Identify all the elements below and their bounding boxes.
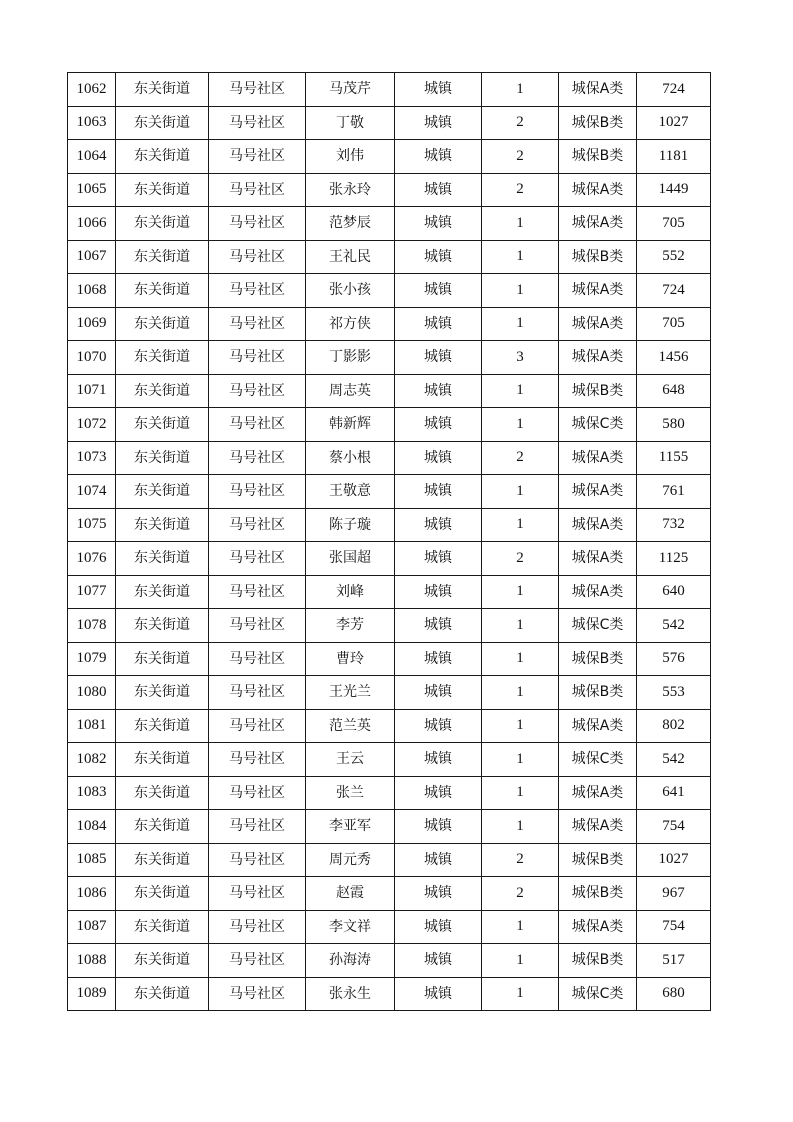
- household-type-cell: 城镇: [395, 910, 482, 944]
- community-cell: 马号社区: [209, 173, 306, 207]
- amount-cell: 1027: [637, 843, 711, 877]
- amount-cell: 680: [637, 977, 711, 1011]
- name-cell: 王敬意: [306, 475, 395, 509]
- name-cell: 李亚军: [306, 810, 395, 844]
- table-row: [68, 408, 711, 442]
- community-cell: 马号社区: [209, 274, 306, 308]
- member-count-cell: 1: [482, 374, 559, 408]
- record-number-cell: 1073: [68, 441, 116, 475]
- name-cell: 赵霞: [306, 877, 395, 911]
- record-number-cell: 1087: [68, 910, 116, 944]
- member-count-cell: 1: [482, 810, 559, 844]
- household-type-cell: 城镇: [395, 642, 482, 676]
- household-type-cell: 城镇: [395, 575, 482, 609]
- community-cell: 马号社区: [209, 709, 306, 743]
- subdistrict-cell: 东关街道: [116, 743, 209, 777]
- household-type-cell: 城镇: [395, 776, 482, 810]
- subdistrict-cell: 东关街道: [116, 408, 209, 442]
- name-cell: 刘峰: [306, 575, 395, 609]
- amount-cell: 640: [637, 575, 711, 609]
- name-cell: 陈子璇: [306, 508, 395, 542]
- amount-cell: 705: [637, 207, 711, 241]
- table-row: [68, 609, 711, 643]
- record-number-cell: 1063: [68, 106, 116, 140]
- name-cell: 张永生: [306, 977, 395, 1011]
- assistance-category-cell: 城保B类: [559, 106, 637, 140]
- name-cell: 祁方侠: [306, 307, 395, 341]
- member-count-cell: 1: [482, 676, 559, 710]
- name-cell: 韩新辉: [306, 408, 395, 442]
- table-row: [68, 307, 711, 341]
- assistance-category-cell: 城保C类: [559, 408, 637, 442]
- community-cell: 马号社区: [209, 575, 306, 609]
- assistance-category-cell: 城保A类: [559, 207, 637, 241]
- community-cell: 马号社区: [209, 106, 306, 140]
- assistance-category-cell: 城保B类: [559, 877, 637, 911]
- community-cell: 马号社区: [209, 743, 306, 777]
- member-count-cell: 1: [482, 274, 559, 308]
- amount-cell: 1027: [637, 106, 711, 140]
- table-row: [68, 508, 711, 542]
- assistance-category-cell: 城保A类: [559, 341, 637, 375]
- subdistrict-cell: 东关街道: [116, 173, 209, 207]
- table-row: [68, 173, 711, 207]
- subdistrict-cell: 东关街道: [116, 207, 209, 241]
- table-row: [68, 642, 711, 676]
- name-cell: 孙海涛: [306, 944, 395, 978]
- record-number-cell: 1084: [68, 810, 116, 844]
- household-type-cell: 城镇: [395, 173, 482, 207]
- name-cell: 张小孩: [306, 274, 395, 308]
- assistance-category-cell: 城保B类: [559, 140, 637, 174]
- subdistrict-cell: 东关街道: [116, 810, 209, 844]
- community-cell: 马号社区: [209, 944, 306, 978]
- amount-cell: 517: [637, 944, 711, 978]
- roster-table: [67, 72, 711, 1011]
- member-count-cell: 1: [482, 642, 559, 676]
- record-number-cell: 1088: [68, 944, 116, 978]
- assistance-category-cell: 城保B类: [559, 240, 637, 274]
- household-type-cell: 城镇: [395, 274, 482, 308]
- name-cell: 张永玲: [306, 173, 395, 207]
- subdistrict-cell: 东关街道: [116, 508, 209, 542]
- household-type-cell: 城镇: [395, 408, 482, 442]
- household-type-cell: 城镇: [395, 609, 482, 643]
- household-type-cell: 城镇: [395, 843, 482, 877]
- amount-cell: 552: [637, 240, 711, 274]
- name-cell: 蔡小根: [306, 441, 395, 475]
- member-count-cell: 1: [482, 944, 559, 978]
- member-count-cell: 3: [482, 341, 559, 375]
- household-type-cell: 城镇: [395, 743, 482, 777]
- table-row: [68, 542, 711, 576]
- name-cell: 李文祥: [306, 910, 395, 944]
- name-cell: 马茂芹: [306, 73, 395, 107]
- member-count-cell: 1: [482, 977, 559, 1011]
- member-count-cell: 1: [482, 508, 559, 542]
- record-number-cell: 1069: [68, 307, 116, 341]
- community-cell: 马号社区: [209, 776, 306, 810]
- amount-cell: 1181: [637, 140, 711, 174]
- table-row: [68, 140, 711, 174]
- record-number-cell: 1089: [68, 977, 116, 1011]
- name-cell: 王云: [306, 743, 395, 777]
- member-count-cell: 2: [482, 877, 559, 911]
- assistance-category-cell: 城保B类: [559, 642, 637, 676]
- household-type-cell: 城镇: [395, 542, 482, 576]
- subdistrict-cell: 东关街道: [116, 642, 209, 676]
- name-cell: 丁敬: [306, 106, 395, 140]
- community-cell: 马号社区: [209, 475, 306, 509]
- amount-cell: 1125: [637, 542, 711, 576]
- amount-cell: 1456: [637, 341, 711, 375]
- household-type-cell: 城镇: [395, 944, 482, 978]
- member-count-cell: 1: [482, 408, 559, 442]
- name-cell: 张兰: [306, 776, 395, 810]
- name-cell: 丁影影: [306, 341, 395, 375]
- assistance-category-cell: 城保A类: [559, 274, 637, 308]
- community-cell: 马号社区: [209, 609, 306, 643]
- member-count-cell: 1: [482, 776, 559, 810]
- member-count-cell: 1: [482, 207, 559, 241]
- community-cell: 马号社区: [209, 542, 306, 576]
- member-count-cell: 2: [482, 542, 559, 576]
- member-count-cell: 2: [482, 441, 559, 475]
- table-row: [68, 475, 711, 509]
- amount-cell: 580: [637, 408, 711, 442]
- assistance-category-cell: 城保A类: [559, 542, 637, 576]
- record-number-cell: 1076: [68, 542, 116, 576]
- amount-cell: 576: [637, 642, 711, 676]
- member-count-cell: 1: [482, 240, 559, 274]
- member-count-cell: 1: [482, 609, 559, 643]
- assistance-category-cell: 城保A类: [559, 441, 637, 475]
- assistance-category-cell: 城保A类: [559, 475, 637, 509]
- name-cell: 刘伟: [306, 140, 395, 174]
- name-cell: 李芳: [306, 609, 395, 643]
- assistance-category-cell: 城保A类: [559, 307, 637, 341]
- subdistrict-cell: 东关街道: [116, 977, 209, 1011]
- community-cell: 马号社区: [209, 910, 306, 944]
- subdistrict-cell: 东关街道: [116, 944, 209, 978]
- member-count-cell: 2: [482, 140, 559, 174]
- record-number-cell: 1083: [68, 776, 116, 810]
- household-type-cell: 城镇: [395, 73, 482, 107]
- table-row: [68, 944, 711, 978]
- amount-cell: 542: [637, 743, 711, 777]
- subdistrict-cell: 东关街道: [116, 73, 209, 107]
- assistance-category-cell: 城保A类: [559, 776, 637, 810]
- community-cell: 马号社区: [209, 810, 306, 844]
- community-cell: 马号社区: [209, 73, 306, 107]
- member-count-cell: 1: [482, 475, 559, 509]
- amount-cell: 802: [637, 709, 711, 743]
- member-count-cell: 1: [482, 73, 559, 107]
- community-cell: 马号社区: [209, 374, 306, 408]
- record-number-cell: 1068: [68, 274, 116, 308]
- amount-cell: 542: [637, 609, 711, 643]
- name-cell: 范梦辰: [306, 207, 395, 241]
- subdistrict-cell: 东关街道: [116, 106, 209, 140]
- member-count-cell: 1: [482, 307, 559, 341]
- community-cell: 马号社区: [209, 307, 306, 341]
- subdistrict-cell: 东关街道: [116, 441, 209, 475]
- subdistrict-cell: 东关街道: [116, 240, 209, 274]
- table-row: [68, 977, 711, 1011]
- subdistrict-cell: 东关街道: [116, 475, 209, 509]
- name-cell: 周元秀: [306, 843, 395, 877]
- household-type-cell: 城镇: [395, 240, 482, 274]
- household-type-cell: 城镇: [395, 977, 482, 1011]
- household-type-cell: 城镇: [395, 475, 482, 509]
- record-number-cell: 1080: [68, 676, 116, 710]
- name-cell: 张国超: [306, 542, 395, 576]
- table-row: [68, 207, 711, 241]
- household-type-cell: 城镇: [395, 877, 482, 911]
- record-number-cell: 1077: [68, 575, 116, 609]
- record-number-cell: 1071: [68, 374, 116, 408]
- record-number-cell: 1064: [68, 140, 116, 174]
- subdistrict-cell: 东关街道: [116, 877, 209, 911]
- record-number-cell: 1081: [68, 709, 116, 743]
- record-number-cell: 1072: [68, 408, 116, 442]
- table-row: [68, 575, 711, 609]
- assistance-category-cell: 城保A类: [559, 508, 637, 542]
- community-cell: 马号社区: [209, 642, 306, 676]
- record-number-cell: 1078: [68, 609, 116, 643]
- household-type-cell: 城镇: [395, 341, 482, 375]
- assistance-category-cell: 城保A类: [559, 575, 637, 609]
- community-cell: 马号社区: [209, 676, 306, 710]
- member-count-cell: 1: [482, 910, 559, 944]
- subdistrict-cell: 东关街道: [116, 374, 209, 408]
- member-count-cell: 1: [482, 575, 559, 609]
- table-row: [68, 843, 711, 877]
- assistance-category-cell: 城保A类: [559, 910, 637, 944]
- community-cell: 马号社区: [209, 843, 306, 877]
- record-number-cell: 1074: [68, 475, 116, 509]
- table-row: [68, 374, 711, 408]
- assistance-category-cell: 城保C类: [559, 743, 637, 777]
- household-type-cell: 城镇: [395, 207, 482, 241]
- subdistrict-cell: 东关街道: [116, 140, 209, 174]
- table-row: [68, 73, 711, 107]
- name-cell: 范兰英: [306, 709, 395, 743]
- name-cell: 曹玲: [306, 642, 395, 676]
- community-cell: 马号社区: [209, 441, 306, 475]
- record-number-cell: 1065: [68, 173, 116, 207]
- amount-cell: 967: [637, 877, 711, 911]
- assistance-category-cell: 城保B类: [559, 843, 637, 877]
- household-type-cell: 城镇: [395, 374, 482, 408]
- roster-table-body: [68, 73, 711, 1011]
- amount-cell: 724: [637, 73, 711, 107]
- household-type-cell: 城镇: [395, 441, 482, 475]
- name-cell: 周志英: [306, 374, 395, 408]
- subdistrict-cell: 东关街道: [116, 575, 209, 609]
- community-cell: 马号社区: [209, 877, 306, 911]
- household-type-cell: 城镇: [395, 106, 482, 140]
- amount-cell: 705: [637, 307, 711, 341]
- household-type-cell: 城镇: [395, 307, 482, 341]
- amount-cell: 754: [637, 910, 711, 944]
- household-type-cell: 城镇: [395, 709, 482, 743]
- table-row: [68, 240, 711, 274]
- assistance-category-cell: 城保B类: [559, 944, 637, 978]
- record-number-cell: 1075: [68, 508, 116, 542]
- subdistrict-cell: 东关街道: [116, 776, 209, 810]
- table-row: [68, 910, 711, 944]
- amount-cell: 761: [637, 475, 711, 509]
- subdistrict-cell: 东关街道: [116, 910, 209, 944]
- record-number-cell: 1082: [68, 743, 116, 777]
- amount-cell: 1155: [637, 441, 711, 475]
- record-number-cell: 1086: [68, 877, 116, 911]
- record-number-cell: 1062: [68, 73, 116, 107]
- table-row: [68, 106, 711, 140]
- table-row: [68, 341, 711, 375]
- subdistrict-cell: 东关街道: [116, 542, 209, 576]
- assistance-category-cell: 城保C类: [559, 977, 637, 1011]
- community-cell: 马号社区: [209, 977, 306, 1011]
- member-count-cell: 2: [482, 106, 559, 140]
- amount-cell: 648: [637, 374, 711, 408]
- table-row: [68, 743, 711, 777]
- subdistrict-cell: 东关街道: [116, 307, 209, 341]
- member-count-cell: 2: [482, 843, 559, 877]
- subdistrict-cell: 东关街道: [116, 609, 209, 643]
- amount-cell: 1449: [637, 173, 711, 207]
- table-row: [68, 274, 711, 308]
- household-type-cell: 城镇: [395, 508, 482, 542]
- record-number-cell: 1070: [68, 341, 116, 375]
- table-row: [68, 709, 711, 743]
- community-cell: 马号社区: [209, 508, 306, 542]
- amount-cell: 553: [637, 676, 711, 710]
- table-row: [68, 441, 711, 475]
- table-row: [68, 877, 711, 911]
- subdistrict-cell: 东关街道: [116, 676, 209, 710]
- assistance-category-cell: 城保C类: [559, 609, 637, 643]
- assistance-category-cell: 城保A类: [559, 173, 637, 207]
- assistance-category-cell: 城保A类: [559, 73, 637, 107]
- assistance-category-cell: 城保A类: [559, 810, 637, 844]
- community-cell: 马号社区: [209, 240, 306, 274]
- subdistrict-cell: 东关街道: [116, 274, 209, 308]
- community-cell: 马号社区: [209, 408, 306, 442]
- community-cell: 马号社区: [209, 341, 306, 375]
- assistance-category-cell: 城保B类: [559, 676, 637, 710]
- amount-cell: 732: [637, 508, 711, 542]
- household-type-cell: 城镇: [395, 810, 482, 844]
- subdistrict-cell: 东关街道: [116, 843, 209, 877]
- amount-cell: 724: [637, 274, 711, 308]
- member-count-cell: 1: [482, 709, 559, 743]
- name-cell: 王光兰: [306, 676, 395, 710]
- assistance-category-cell: 城保B类: [559, 374, 637, 408]
- community-cell: 马号社区: [209, 207, 306, 241]
- household-type-cell: 城镇: [395, 140, 482, 174]
- assistance-category-cell: 城保A类: [559, 709, 637, 743]
- member-count-cell: 2: [482, 173, 559, 207]
- member-count-cell: 1: [482, 743, 559, 777]
- community-cell: 马号社区: [209, 140, 306, 174]
- household-type-cell: 城镇: [395, 676, 482, 710]
- record-number-cell: 1085: [68, 843, 116, 877]
- amount-cell: 641: [637, 776, 711, 810]
- record-number-cell: 1067: [68, 240, 116, 274]
- subdistrict-cell: 东关街道: [116, 341, 209, 375]
- amount-cell: 754: [637, 810, 711, 844]
- table-row: [68, 810, 711, 844]
- table-row: [68, 776, 711, 810]
- subdistrict-cell: 东关街道: [116, 709, 209, 743]
- table-row: [68, 676, 711, 710]
- record-number-cell: 1079: [68, 642, 116, 676]
- name-cell: 王礼民: [306, 240, 395, 274]
- record-number-cell: 1066: [68, 207, 116, 241]
